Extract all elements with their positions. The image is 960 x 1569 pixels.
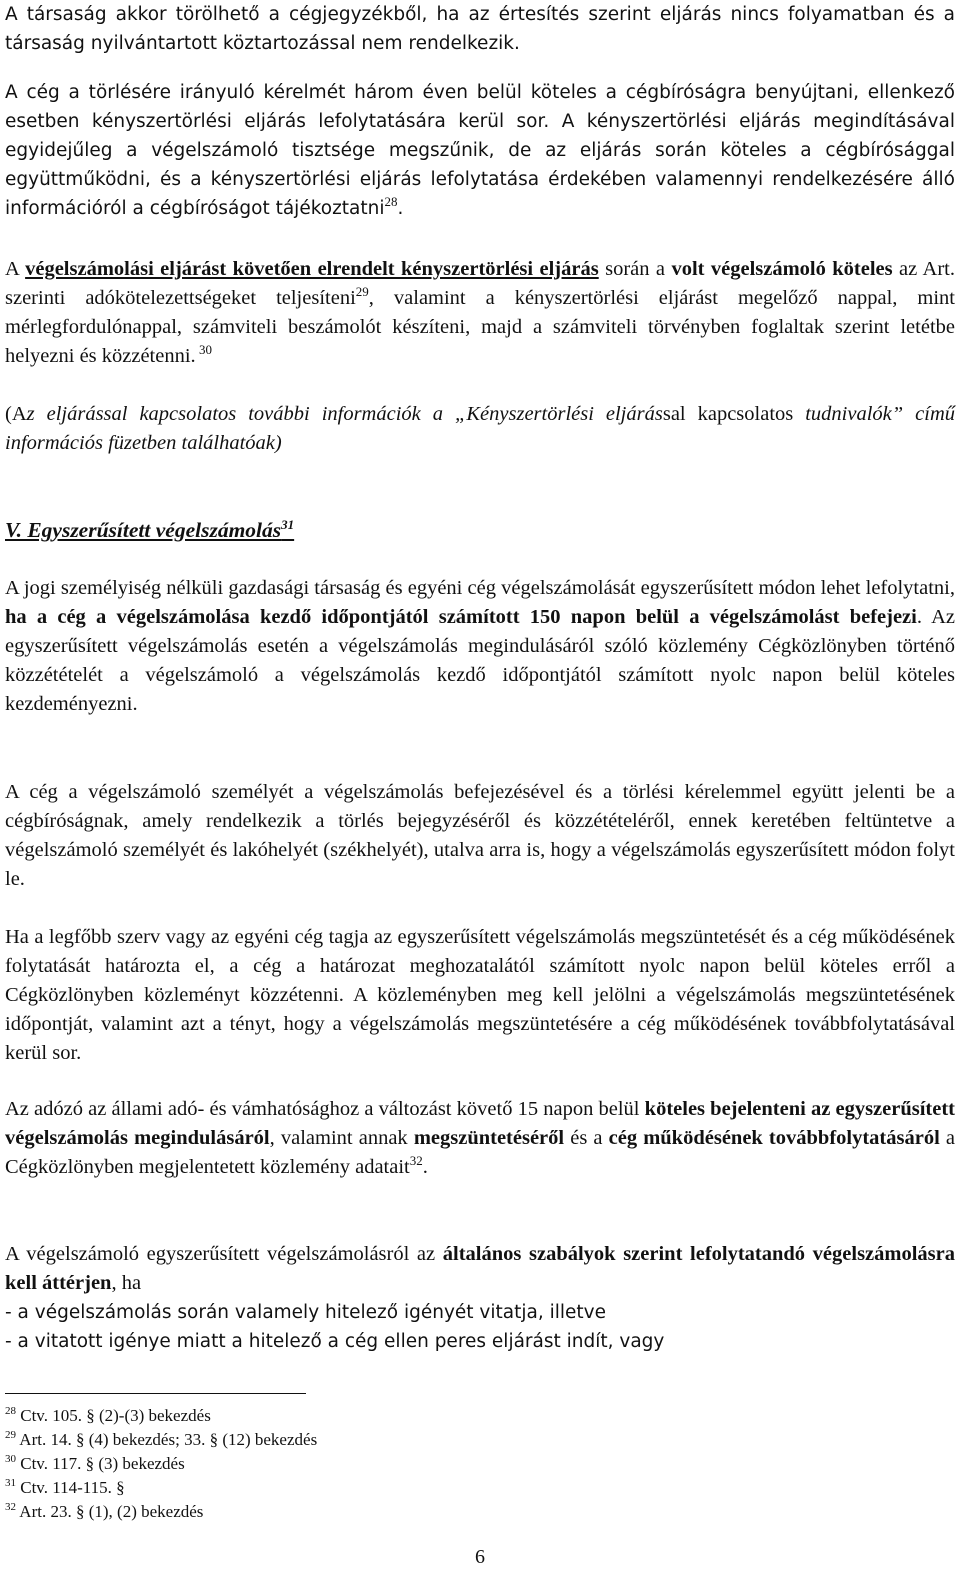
footnote-number: 28	[5, 1405, 16, 1417]
paragraph-text: A társaság akkor törölhető a cégjegyzékből, ha az értesítés szerint eljárás nincs folyamatban és a társaság nyilvántartott köztartozással nem rendelkezik.	[5, 4, 955, 54]
footnote: $^{32}$ Art. 23. § (1), (2) bekezdés	[5, 1501, 204, 1521]
footnotes	[5, 1404, 605, 1524]
footnote-ref: 30	[195, 342, 212, 357]
paragraph-termination: Ha a legfőbb szerv vagy az egyéni cég tagja az egyszerűsített végelszámolás megszüntetését és a cég működésének folytatását határozta el, a cég a határozat meghozatalától számított nyolc napon belül köteles erről a Cégközlönyben közleményt közzétenni. A közleményben meg kell jelölni a végelszámolás megszüntetésének időpontját, valamint azt a tényt, hogy a végelszámolás megszüntetésére a cég működésének továbbfolytatásával kerül sor.	[5, 926, 955, 1064]
paragraph-forced-deletion: A végelszámolási eljárást követően elrendelt kényszertörlési eljárás során a volt végelszámoló köteles az Art. szerinti adókötelezettségeket teljesíteni$^{29}$, valamint a kényszertörlési eljárást megelőző nappal, mint mérlegfordulónappal, számviteli beszámolót készíteni, majd a számviteli törvényben foglaltak szerint letétbe helyezni és közzétenni. $^{30}$	[5, 258, 955, 367]
paragraph-general-rules: A végelszámoló egyszerűsített végelszámolásról az általános szabályok szerint lefolytatandó végelszámolásra kell áttérjen, ha	[5, 1243, 955, 1294]
footnote: $^{30}$ Ctv. 117. § (3) bekezdés	[5, 1453, 185, 1473]
paragraph-tax-notification: Az adózó az állami adó- és vámhatósághoz a változást követő 15 napon belül köteles bejelenteni az egyszerűsített végelszámolás megindulásáról, valamint annak megszüntetéséről és a cég működésének továbbfolytatásáról a Cégközlönyben megjelentetett közlemény adatait$^{32}$.	[5, 1098, 956, 1178]
emphasis-bold: általános szabályok szerint lefolytatandó végelszámolásra kell áttérjen	[5, 1243, 955, 1294]
footnote-number: 30	[5, 1453, 16, 1465]
paragraph-deletion-request: A cég a törlésére irányuló kérelmét három éven belül köteles a cégbíróságra benyújtani, ellenkező esetben kényszertörlési eljárás lefolytatására kerül sor. A kényszertörlési eljárás megindításával egyidejűleg a végelszámoló tisztsége megszűnik, de az eljárás során köteles a cégbírósággal együttműködni, és a kényszertörlési eljárás lefolytatása érdekében valamennyi rendelkezésére álló információról a cégbíróságot tájékoztatni$^{28}$.	[5, 82, 955, 219]
footnote: $^{31}$ Ctv. 114-115. §	[5, 1477, 125, 1497]
footnote: $^{28}$ Ctv. 105. § (2)-(3) bekezdés	[5, 1405, 211, 1425]
paragraph-text: A kényszertörlési eljárás megindításával egyidejűleg a végelszámoló tisztsége megszűnik, de az eljárás során köteles a cégbírósággal együttműködni, és a kényszertörlési eljárás lefolytatása érdekében valamennyi rendelkezésére álló információról a cégbíróságot tájékoztatni	[5, 111, 955, 219]
list-item: - a vitatott igénye miatt a hitelező a cég ellen peres eljárást indít, vagy	[5, 1331, 665, 1352]
emphasis-bold: megszüntetéséről	[413, 1127, 565, 1149]
italic-text: tudnivalók” című információs füzetben találhatóak)	[5, 403, 955, 454]
footnote-ref: 29	[355, 284, 369, 299]
paragraph-text: A cég a törlésére irányuló kérelmét három éven belül köteles a cégbíróságra benyújtani, ellenkező esetben kényszertörlési eljárás lefolytatására kerül sor.	[5, 82, 955, 132]
footnote-number: 29	[5, 1429, 16, 1441]
paragraph-info-reference: (Az eljárással kapcsolatos további információk a „Kényszertörlési eljárással kapcsolatos tudnivalók” című információs füzetben találhatóak)	[5, 403, 955, 454]
footnote-ref: 31	[281, 517, 295, 532]
paragraph-deletion-condition	[5, 0, 955, 58]
emphasis-bold: cég működésének továbbfolytatásáról	[608, 1127, 940, 1149]
paragraph-registration: A cég a végelszámoló személyét a végelszámolás befejezésével és a törlési kérelemmel együtt jelenti be a cégbíróságnak, amely rendelkezik a törlés bejegyzéséről és közzétételéről, ennek keretében feltüntetve a végelszámoló személyét és lakóhelyét (székhelyét), utalva arra is, hogy a végelszámolás egyszerűsített módon folyt le.	[5, 781, 955, 890]
italic-text: z eljárással kapcsolatos további információk a „Kényszertörlési eljárás	[26, 403, 663, 425]
footnote: $^{29}$ Art. 14. § (4) bekezdés; 33. § (12) bekezdés	[5, 1429, 318, 1449]
emphasis-bold: köteles bejelenteni az egyszerűsített végelszámolás megindulásáról	[5, 1098, 956, 1149]
footnote-number: 31	[5, 1477, 16, 1489]
section-heading: V. Egyszerűsített végelszámolás$^{31}$	[5, 517, 295, 542]
list-item: - a végelszámolás során valamely hitelező igényét vitatja, illetve	[5, 1302, 606, 1323]
footnote-ref: 28	[384, 194, 398, 209]
page-number: 6	[475, 1546, 485, 1568]
emphasis-underlined: végelszámolási eljárást követően elrendelt kényszertörlési eljárás	[25, 258, 599, 280]
emphasis-bold: volt végelszámoló köteles	[671, 258, 893, 280]
emphasis-bold: ha a cég a végelszámolása kezdő időpontjától számított 150 napon belül a végelszámolást befejezi	[5, 606, 917, 628]
footnote-ref: 32	[409, 1153, 423, 1168]
paragraph-simplified-liquidation: A jogi személyiség nélküli gazdasági társaság és egyéni cég végelszámolását egyszerűsített módon lehet lefolytatni, ha a cég a végelszámolása kezdő időpontjától számított 150 napon belül a végelszámolást befejezi. Az egyszerűsített végelszámolás esetén a végelszámolás megindulásáról szóló közlemény Cégközlönyben történő közzétételét a végelszámoló a végelszámolás kezdő időpontjától számított nyolc napon belül köteles kezdeményezni.	[5, 577, 955, 715]
footnote-number: 32	[5, 1501, 16, 1513]
footnote-separator	[5, 1393, 306, 1394]
